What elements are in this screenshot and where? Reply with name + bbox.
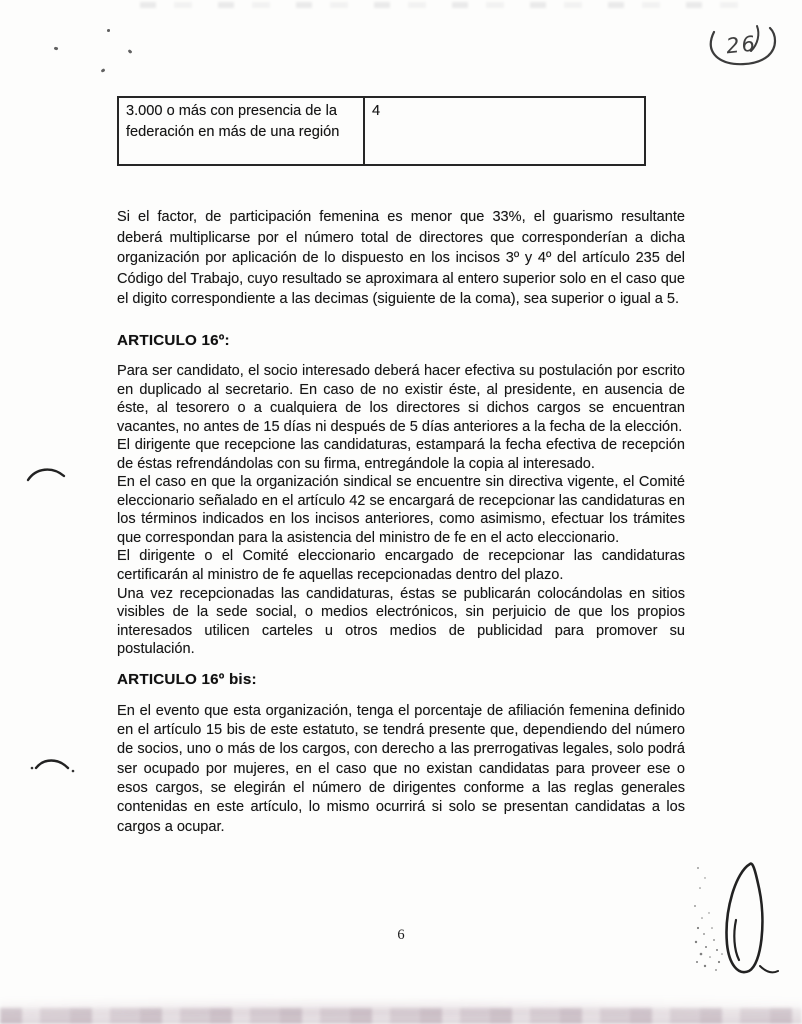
scan-noise-bottom bbox=[0, 1008, 802, 1024]
article-16-paragraph: En el caso en que la organización sindical se encuentre sin directiva vigente, el Comité eleccionario señalado en el artículo 42 se encargará de recepcionar las candidaturas en los términos indicados en los incisos anteriores, como asimismo, efectuar los trámites que correspondan para la asistencia del ministro de fe en el acto eleccionario. bbox=[117, 474, 685, 546]
corner-mark-number: 26 bbox=[724, 31, 759, 59]
article-16-paragraph: Para ser candidato, el socio interesado deberá hacer efectiva su postulación por escrito en duplicado al secretario. En caso de no existir éste, al presidente, en ausencia de éste, al tesorero o a cualquiera de los directores si dichos cargos se encuentran vacantes, no antes de 15 días ni después de 5 días anteriores a la fecha de la elección. bbox=[117, 362, 685, 435]
flourish-oval-stroke bbox=[727, 864, 763, 973]
article-16-paragraph: El dirigente que recepcione las candidaturas, estampará la fecha efectiva de recepción de éstas refrendándolas con su firma, entregándole la copia al interesado. bbox=[117, 437, 685, 472]
table-row bbox=[118, 97, 645, 165]
page-number: 6 bbox=[397, 927, 405, 943]
ink-dot bbox=[54, 46, 59, 50]
handwritten-flourish-annotation bbox=[692, 858, 797, 993]
ink-dot bbox=[101, 68, 106, 73]
article-16bis-paragraph: En el evento que esta organización, tenga el porcentaje de afiliación femenina definido en el artículo 15 bis de este estatuto, se tendrá presente que, dependiendo del número de socios, uno o más de los cargos, con derecho a las prerrogativas legales, solo podrá ser ocupado por mujeres, en el caso que no existan candidatas para proveer ese o esos cargos, se elegirán el número de dirigentes conforme a las reglas generales contenidas en este artículo, lo mismo ocurrirá si solo se presentan candidatas a los cargos a ocupar. bbox=[117, 702, 685, 835]
table-cell-value: 4 bbox=[364, 97, 645, 165]
article-16-paragraph: El dirigente o el Comité eleccionario encargado de recepcionar las candidaturas certificarán al ministro de fe aquellas recepcionadas dentro del plazo. bbox=[117, 548, 685, 583]
margin-pen-mark bbox=[24, 460, 72, 488]
article-16-body bbox=[117, 362, 685, 659]
document-body bbox=[117, 207, 685, 837]
article-16-paragraph: Una vez recepcionadas las candidaturas, éstas se publicarán colocándolas en sitios visibles de la sede social, o medios electrónicos, sin perjuicio de que los propios interesados utilicen carteles u otros medios de publicidad para promover su postulación. bbox=[117, 585, 685, 658]
margin-pen-mark bbox=[28, 750, 80, 780]
table-cell-criteria: 3.000 o más con presencia de la federación en más de una región bbox=[118, 97, 364, 165]
ink-speckles bbox=[694, 867, 723, 971]
ink-dot bbox=[107, 29, 110, 32]
intro-paragraph: Si el factor, de participación femenina es menor que 33%, el guarismo resultante deberá multiplicarse por el número total de directores que corresponderían a dicha organización por aplicación de lo dispuesto en los incisos 3º y 4º del artículo 235 del Código del Trabajo, cuyo resultado se aproximara al entero superior solo en el caso que el digito correspondiente a las decimas (siguiente de la coma), sea superior o igual a 5. bbox=[117, 209, 685, 308]
ink-dot bbox=[128, 49, 133, 54]
scan-noise-top bbox=[140, 2, 760, 8]
article-16bis-heading: ARTICULO 16º bis: bbox=[117, 670, 257, 688]
flourish-tail-stroke bbox=[760, 966, 778, 972]
article-16bis-body bbox=[117, 702, 685, 837]
handwritten-circled-number-annotation bbox=[700, 14, 790, 74]
directors-count-table bbox=[117, 96, 646, 166]
article-16-heading: ARTICULO 16º: bbox=[117, 331, 230, 349]
